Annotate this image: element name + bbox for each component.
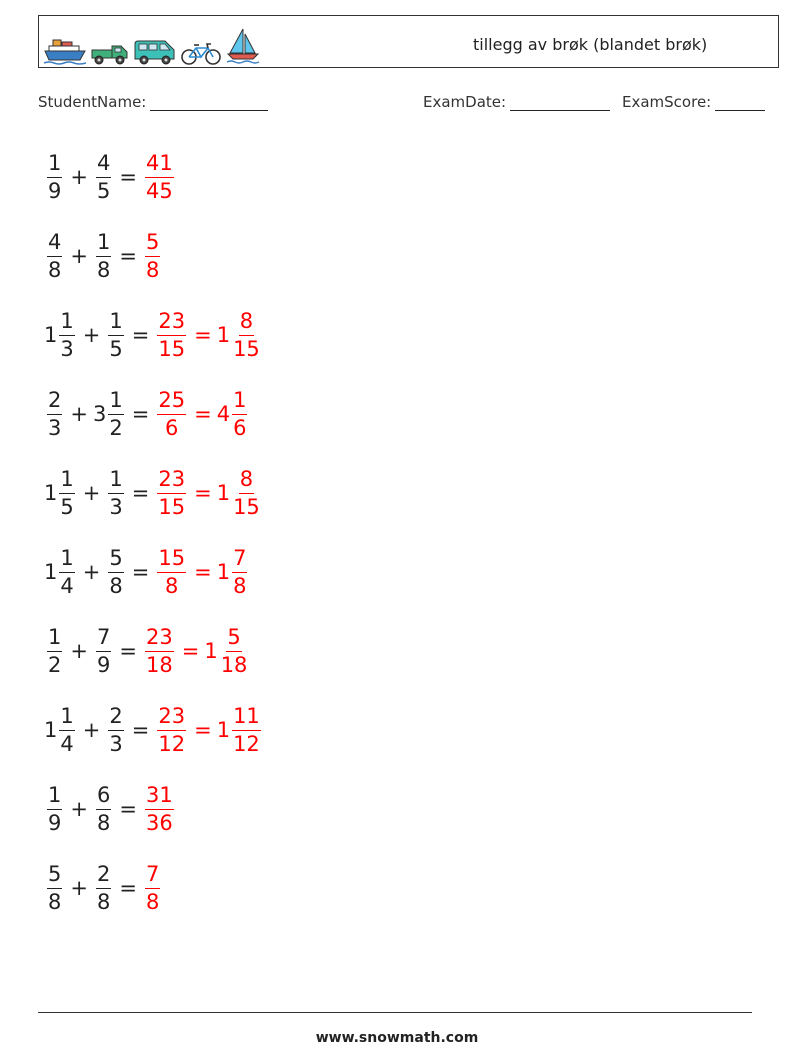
answer-equals-sign: = [194, 718, 212, 742]
sailboat-icon [225, 26, 261, 66]
addend-a-denominator: 9 [48, 178, 62, 203]
exam-date-label: ExamDate: [423, 93, 507, 111]
answer-improper-denominator: 18 [145, 652, 173, 677]
answer-improper-fraction [145, 152, 174, 203]
addend-a-numerator: 5 [47, 863, 62, 889]
problem-row [44, 224, 163, 288]
addend-b-fraction [108, 547, 123, 598]
equals-sign: = [131, 560, 150, 584]
answer-improper-denominator: 12 [158, 731, 186, 756]
answer-improper-denominator: 8 [145, 889, 160, 914]
answer-improper-fraction [157, 468, 186, 519]
addend-b-fraction [96, 626, 111, 677]
answer-mixed-whole: 1 [216, 718, 231, 742]
addend-b-denominator: 9 [96, 652, 111, 677]
exam-score-field[interactable] [622, 93, 765, 111]
addend-a-numerator: 1 [47, 626, 62, 652]
problem-row [44, 698, 264, 762]
addend-a-numerator: 1 [59, 310, 74, 336]
answer-improper-numerator: 23 [145, 626, 174, 652]
answer-mixed-numerator: 11 [232, 705, 261, 731]
addend-b-denominator: 2 [109, 415, 123, 440]
addend-b-numerator: 6 [96, 784, 111, 810]
exam-date-blank[interactable] [510, 95, 610, 111]
addend-a-fraction [59, 547, 74, 598]
worksheet-header [38, 15, 779, 68]
addend-a-denominator: 8 [48, 257, 62, 282]
answer-improper-fraction [145, 784, 174, 835]
answer-mixed-denominator: 15 [233, 494, 260, 519]
answer-improper-numerator: 41 [145, 152, 174, 178]
addend-a-whole: 1 [44, 560, 58, 584]
problem-row [44, 461, 264, 525]
addend-b-fraction [96, 152, 111, 203]
addend-a-fraction [47, 152, 62, 203]
answer-mixed-denominator: 15 [233, 336, 260, 361]
problem-row [44, 382, 250, 446]
answer-equals-sign: = [194, 481, 212, 505]
addend-b-numerator: 1 [108, 389, 123, 415]
answer-equals-sign: = [181, 639, 200, 663]
addend-b-denominator: 3 [109, 731, 123, 756]
plus-sign: + [70, 402, 88, 426]
problem-row [44, 303, 264, 367]
footer-website: www.snowmath.com [315, 1030, 479, 1046]
answer-improper-denominator: 36 [145, 810, 173, 835]
plus-sign: + [82, 323, 101, 347]
answer-improper-fraction [145, 626, 174, 677]
plus-sign: + [82, 718, 101, 742]
addend-a-numerator: 1 [47, 152, 62, 178]
answer [142, 231, 163, 282]
answer [154, 705, 263, 756]
problem-row [44, 540, 250, 604]
plus-sign: + [70, 244, 88, 268]
answer-improper-numerator: 25 [157, 389, 186, 415]
answer-mixed-denominator: 6 [233, 415, 247, 440]
addend-a-numerator: 2 [47, 389, 62, 415]
addend-b-numerator: 1 [108, 468, 123, 494]
addend-b-denominator: 5 [96, 178, 111, 203]
addend-a-numerator: 4 [47, 231, 62, 257]
answer [154, 389, 250, 440]
addend-b-denominator: 8 [109, 573, 123, 598]
answer [142, 152, 177, 203]
equals-sign: = [131, 718, 150, 742]
addend-a-fraction [47, 389, 62, 440]
answer-mixed-whole: 1 [216, 481, 231, 505]
student-info-row [38, 93, 772, 117]
addend-b-numerator: 7 [96, 626, 111, 652]
van-icon [133, 38, 177, 66]
equals-sign: = [119, 639, 137, 663]
answer-improper-numerator: 5 [145, 231, 160, 257]
equals-sign: = [131, 323, 150, 347]
addend-b-denominator: 8 [96, 889, 111, 914]
addend-b-whole: 3 [92, 402, 107, 426]
answer-improper-numerator: 23 [157, 310, 186, 336]
answer [154, 468, 263, 519]
answer-improper-fraction [145, 863, 160, 914]
addend-b-fraction [108, 389, 123, 440]
student-name-blank[interactable] [150, 95, 268, 111]
addend-a-numerator: 1 [47, 784, 62, 810]
answer-improper-denominator: 8 [165, 573, 179, 598]
addend-b-fraction [108, 705, 123, 756]
addend-a-fraction [47, 863, 62, 914]
answer-improper-numerator: 7 [145, 863, 160, 889]
addend-b-fraction [108, 310, 123, 361]
footer-divider [38, 1012, 752, 1013]
answer-mixed-numerator: 8 [239, 310, 254, 336]
answer-mixed-denominator: 8 [233, 573, 247, 598]
addend-a-numerator: 1 [59, 547, 74, 573]
addend-a-denominator: 4 [60, 731, 74, 756]
answer [142, 863, 163, 914]
exam-date-field[interactable] [423, 93, 610, 111]
problem-row [44, 777, 177, 841]
addend-b-numerator: 5 [108, 547, 123, 573]
answer-improper-fraction [157, 310, 186, 361]
answer [142, 784, 177, 835]
answer-improper-denominator: 8 [145, 257, 160, 282]
answer-improper-numerator: 23 [157, 705, 186, 731]
problem-row [44, 145, 177, 209]
equals-sign: = [131, 481, 150, 505]
student-name-field[interactable] [38, 93, 268, 111]
addend-a-fraction [59, 310, 74, 361]
plus-sign: + [70, 797, 88, 821]
equals-sign: = [119, 876, 137, 900]
plus-sign: + [82, 560, 101, 584]
plus-sign: + [70, 876, 88, 900]
addend-b-numerator: 2 [108, 705, 123, 731]
equals-sign: = [119, 244, 137, 268]
answer-improper-numerator: 23 [157, 468, 186, 494]
answer-mixed-denominator: 18 [220, 652, 248, 677]
addend-b-denominator: 8 [96, 257, 111, 282]
answer-improper-fraction [157, 705, 186, 756]
addend-a-denominator: 9 [48, 810, 62, 835]
addend-a-fraction [59, 705, 74, 756]
answer-mixed-whole: 1 [204, 639, 218, 663]
addend-a-denominator: 3 [48, 415, 62, 440]
addend-a-denominator: 4 [60, 573, 74, 598]
answer-improper-numerator: 31 [145, 784, 174, 810]
answer-improper-fraction [157, 389, 186, 440]
equals-sign: = [131, 402, 150, 426]
answer-mixed-fraction [220, 626, 249, 677]
problem-row [44, 856, 163, 920]
addend-a-fraction [47, 231, 62, 282]
answer-improper-fraction [157, 547, 186, 598]
answer-improper-numerator: 15 [157, 547, 186, 573]
answer-mixed-fraction [232, 310, 261, 361]
addend-b-fraction [96, 231, 111, 282]
answer-mixed-whole: 1 [216, 560, 231, 584]
answer-mixed-fraction [232, 468, 261, 519]
answer-mixed-numerator: 8 [239, 468, 254, 494]
addend-b-denominator: 5 [109, 336, 123, 361]
answer-improper-denominator: 15 [158, 336, 186, 361]
answer-mixed-denominator: 12 [233, 731, 260, 756]
exam-score-blank[interactable] [715, 95, 765, 111]
addend-a-denominator: 8 [48, 889, 62, 914]
answer-mixed-numerator: 7 [232, 547, 247, 573]
answer-improper-denominator: 6 [165, 415, 179, 440]
answer-equals-sign: = [194, 323, 212, 347]
answer-improper-denominator: 15 [158, 494, 186, 519]
addend-b-denominator: 3 [109, 494, 123, 519]
answer [154, 310, 263, 361]
pickup-truck-icon [90, 40, 130, 66]
addend-b-numerator: 1 [96, 231, 111, 257]
answer-mixed-fraction [232, 705, 261, 756]
student-name-label: StudentName: [38, 93, 147, 111]
answer [142, 626, 251, 677]
addend-a-numerator: 1 [59, 705, 74, 731]
answer-mixed-whole: 1 [216, 323, 231, 347]
answer-equals-sign: = [194, 560, 212, 584]
equals-sign: = [119, 797, 137, 821]
addend-b-fraction [108, 468, 123, 519]
addend-a-numerator: 1 [59, 468, 74, 494]
plus-sign: + [82, 481, 101, 505]
plus-sign: + [70, 165, 88, 189]
addend-b-denominator: 8 [96, 810, 111, 835]
answer [154, 547, 250, 598]
addend-a-denominator: 2 [48, 652, 62, 677]
problem-row [44, 619, 251, 683]
addend-a-fraction [59, 468, 74, 519]
answer-improper-denominator: 45 [145, 178, 173, 203]
answer-improper-fraction [145, 231, 160, 282]
answer-mixed-numerator: 1 [232, 389, 247, 415]
bicycle-icon [180, 40, 222, 66]
addend-a-whole: 1 [44, 323, 58, 347]
addend-a-denominator: 3 [60, 336, 74, 361]
worksheet-title: tillegg av brøk (blandet brøk) [473, 35, 708, 54]
addend-a-whole: 1 [44, 481, 58, 505]
header-icons [43, 20, 261, 66]
addend-b-numerator: 1 [108, 310, 123, 336]
answer-mixed-fraction [232, 389, 247, 440]
addend-b-fraction [96, 863, 111, 914]
answer-equals-sign: = [194, 402, 212, 426]
answer-mixed-fraction [232, 547, 247, 598]
addend-a-fraction [47, 784, 62, 835]
answer-mixed-whole: 4 [216, 402, 231, 426]
addend-a-denominator: 5 [60, 494, 74, 519]
addend-a-fraction [47, 626, 62, 677]
addend-a-whole: 1 [44, 718, 58, 742]
addend-b-numerator: 4 [96, 152, 111, 178]
plus-sign: + [70, 639, 88, 663]
exam-score-label: ExamScore: [622, 93, 712, 111]
answer-mixed-numerator: 5 [226, 626, 241, 652]
ship-icon [43, 36, 87, 66]
equals-sign: = [119, 165, 137, 189]
addend-b-fraction [96, 784, 111, 835]
addend-b-numerator: 2 [96, 863, 111, 889]
